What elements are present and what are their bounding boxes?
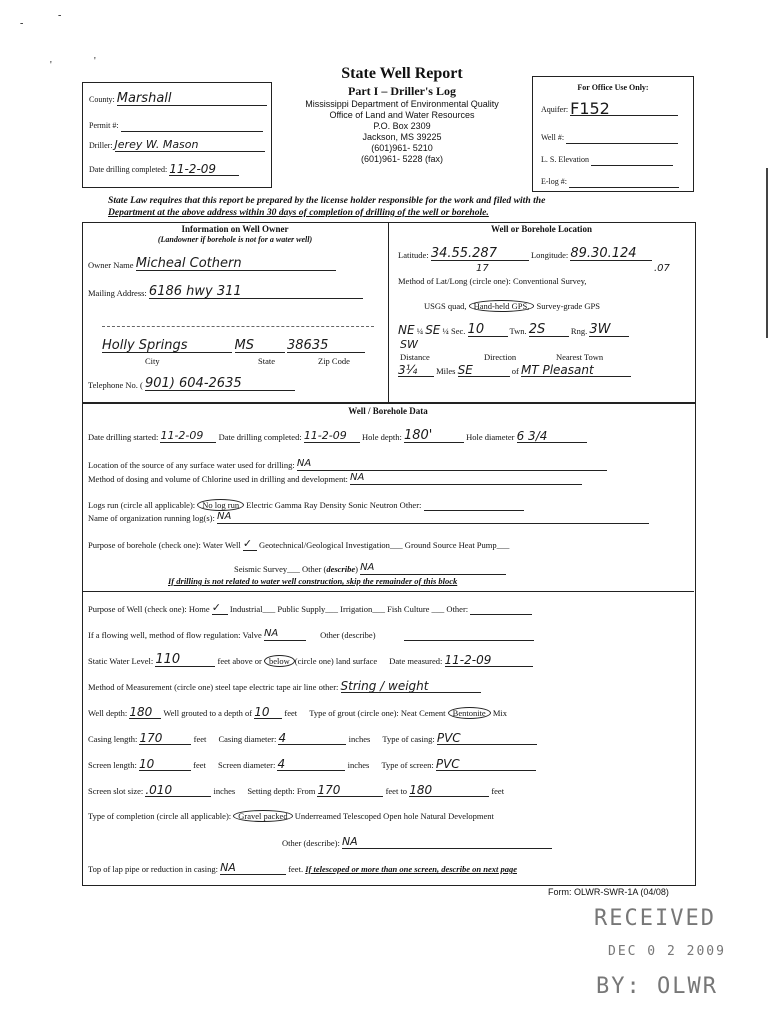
zip-value: 38635 (287, 340, 365, 353)
slot-size-value: .010 (145, 784, 211, 797)
setting-depth-label: Setting depth: From (247, 786, 316, 796)
logs-other-field (424, 498, 524, 511)
report-subtitle: Part I – Driller's Log (348, 84, 456, 98)
completed-label: Date drilling completed: (218, 432, 302, 442)
nearest-town-label: Nearest Town (556, 352, 604, 362)
direction-value: SE (458, 364, 510, 377)
elog-field (569, 175, 679, 188)
setting-from-value: 170 (317, 784, 383, 797)
lap-pipe-note: If telescoped or more than one screen, describe on next page (305, 864, 517, 874)
report-title: State Well Report (341, 65, 463, 82)
township-label: Twn. (509, 326, 527, 336)
screen-length-label: Screen length: (88, 760, 137, 770)
lap-pipe-label: Top of lap pipe or reduction in casing: (88, 864, 218, 874)
method-usgs: USGS quad, (424, 301, 467, 311)
mix-option: Mix (492, 708, 508, 718)
county-info-box (82, 82, 272, 188)
longitude-extra: .07 (654, 263, 670, 274)
logs-label: Logs run (circle all applicable): (88, 500, 196, 510)
law-line: State Law requires that this report be prepared by the license holder responsible for the work and filed with the (108, 195, 546, 206)
hole-diameter-value: 6 3/4 (517, 430, 587, 443)
law-notice (108, 195, 708, 219)
owner-note: (Landowner if borehole is not for a water well) (157, 235, 313, 244)
location-title: Well or Borehole Location (491, 224, 592, 234)
grouted-feet: feet (284, 708, 298, 718)
mailing-address-value: 6186 hwy 311 (149, 286, 363, 299)
slot-inches: inches (213, 786, 236, 796)
started-label: Date drilling started: (88, 432, 159, 442)
county-label: County: (89, 95, 115, 104)
state-value: MS (235, 340, 285, 353)
borehole-title: Well / Borehole Data (348, 406, 428, 416)
casing-diameter-value: 4 (278, 732, 346, 745)
aquifer-value: F152 (570, 103, 678, 116)
received-by-stamp: BY: OLWR (596, 974, 718, 999)
seismic-value: NA (360, 562, 506, 575)
setting-to-value: 180 (409, 784, 489, 797)
flow-other-field (404, 628, 534, 641)
screen-length-feet: feet (193, 760, 206, 770)
casing-length-feet: feet (193, 734, 207, 744)
date-completed-value: 11-2-09 (169, 163, 239, 176)
describe-label: describe (326, 564, 356, 574)
latlong-method-label: Method of Lat/Long (circle one): Conventional Survey, (398, 276, 587, 286)
grouted-label: Well grouted to a depth of (163, 708, 253, 718)
latlong-methods (424, 301, 600, 311)
law-line: Department at the above address within 30 days of completion of drilling of the well or borehole. (108, 207, 489, 218)
latitude-label: Latitude: (398, 250, 429, 260)
feet-above-label: feet above or (217, 656, 262, 666)
completed-value: 11-2-09 (304, 430, 360, 443)
method-survey-gps: Survey-grade GPS (536, 301, 601, 311)
city-label: City (145, 356, 160, 366)
driller-label: Driller: (89, 141, 113, 150)
measure-method-label: Method of Measurement (circle one) steel tape electric tape air line other: (88, 682, 339, 692)
completion-options: Underreamed Telescoped Open hole Natural Development (294, 811, 494, 821)
casing-type-value: PVC (437, 732, 537, 745)
grouted-value: 10 (254, 706, 282, 719)
other-describe-value: NA (342, 836, 552, 849)
quarter-label: ¼ (416, 326, 426, 336)
telephone-label: Telephone No. ( (88, 380, 143, 390)
address-line (102, 326, 374, 327)
office-use-box (532, 76, 694, 192)
miles-label: Miles (436, 366, 456, 376)
completion-label: Type of completion (circle all applicable): (88, 811, 232, 821)
nearest-town-value: MT Pleasant (521, 364, 631, 377)
screen-type-value: PVC (436, 758, 536, 771)
well-depth-value: 180 (129, 706, 161, 719)
method-handheld-gps: Hand-held GPS, (469, 300, 535, 312)
stray-mark: - (20, 18, 24, 29)
below-option: below (264, 655, 295, 667)
bentonite-option: Bentonite (448, 707, 491, 719)
distance-value: 3¼ (398, 364, 434, 377)
elog-label: E-log #: (541, 177, 567, 186)
driller-value: Jerey W. Mason (115, 139, 265, 152)
quarter-2: SE (425, 323, 441, 337)
casing-length-label: Casing length: (88, 734, 138, 744)
received-stamp: RECEIVED (594, 906, 716, 931)
elevation-label: L. S. Elevation (541, 155, 589, 164)
scan-edge-mark (766, 168, 768, 338)
water-well-check: ✓ (243, 538, 257, 551)
date-measured-label: Date measured: (389, 656, 443, 666)
casing-type-label: Type of casing: (382, 734, 435, 744)
owner-section-head (82, 224, 388, 245)
dosing-value: NA (350, 472, 582, 485)
setting-to-label: feet to (385, 786, 408, 796)
screen-type-label: Type of screen: (381, 760, 434, 770)
form-id: Form: OLWR-SWR-1A (04/08) (548, 887, 669, 897)
land-surface-label: (circle one) land surface (294, 656, 378, 666)
header-line: (601)961- 5210 (371, 143, 433, 153)
org-label: Name of organization running log(s): (88, 513, 215, 523)
well-number-field (566, 131, 678, 144)
section-value: 10 (468, 324, 508, 337)
other-describe-label: Other (describe): (282, 838, 340, 848)
header-line: Jackson, MS 39225 (362, 132, 442, 142)
header-line: Office of Land and Water Resources (329, 110, 475, 120)
stray-mark: ' (50, 60, 52, 71)
header-line: (601)961- 5228 (fax) (360, 154, 444, 164)
township-value: 2S (529, 324, 569, 337)
grout-type-label: Type of grout (circle one): Neat Cement (309, 708, 446, 718)
home-check: ✓ (212, 602, 228, 615)
no-log-run-option: No log run (197, 499, 244, 511)
static-level-value: 110 (155, 654, 215, 667)
source-label: Location of the source of any surface water used for drilling: (88, 460, 295, 470)
received-date-stamp: DEC 0 2 2009 (608, 944, 726, 959)
of-label: of (511, 366, 519, 376)
latitude-value: 34.55.287 (431, 248, 529, 261)
setting-feet: feet (491, 786, 505, 796)
date-measured-value: 11-2-09 (445, 654, 533, 667)
slot-size-label: Screen slot size: (88, 786, 144, 796)
screen-inches: inches (347, 760, 370, 770)
direction-label: Direction (484, 352, 517, 362)
mailing-address-label: Mailing Address: (88, 288, 147, 298)
screen-length-value: 10 (139, 758, 191, 771)
casing-length-value: 170 (139, 732, 191, 745)
borehole-purpose-rest: Geotechnical/Geological Investigation___ Ground Source Heat Pump___ (258, 540, 510, 550)
zip-label: Zip Code (318, 356, 350, 366)
lap-pipe-value: NA (220, 862, 286, 875)
permit-label: Permit #: (89, 121, 119, 130)
measure-method-value: String / weight (341, 680, 481, 693)
casing-diameter-label: Casing diameter: (218, 734, 277, 744)
screen-diameter-value: 4 (277, 758, 345, 771)
purpose-other-field (470, 602, 532, 615)
county-value: Marshall (117, 93, 267, 106)
hole-depth-label: Hole depth: (361, 432, 402, 442)
casing-inches: inches (348, 734, 371, 744)
aquifer-label: Aquifer: (541, 105, 569, 114)
telephone-value: 901) 604-2635 (145, 378, 295, 391)
hole-diameter-label: Hole diameter (466, 432, 515, 442)
elevation-field (591, 153, 673, 166)
stray-mark: - (58, 10, 62, 21)
well-depth-label: Well depth: (88, 708, 128, 718)
latitude-extra: 17 (476, 263, 489, 274)
screen-diameter-label: Screen diameter: (217, 760, 276, 770)
gravel-packed-option: Gravel packed (233, 810, 292, 822)
static-level-label: Static Water Level: (88, 656, 154, 666)
flow-label: If a flowing well, method of flow regulation: Valve (88, 630, 262, 640)
divider (82, 591, 694, 592)
owner-title: Information on Well Owner (181, 224, 289, 234)
distance-label: Distance (400, 352, 430, 362)
dosing-label: Method of dosing and volume of Chlorine used in drilling and development: (88, 474, 348, 484)
logs-options: Electric Gamma Ray Density Sonic Neutron Other: (246, 500, 422, 510)
header-line: P.O. Box 2309 (373, 121, 431, 131)
permit-field (121, 119, 263, 132)
seismic-label: Seismic Survey___ Other ( (234, 564, 327, 574)
office-use-title: For Office Use Only: (577, 83, 649, 92)
quarter-3: SW (400, 338, 418, 351)
well-number-label: Well #: (541, 133, 565, 142)
flow-other-label: Other (describe) (320, 630, 376, 640)
longitude-value: 89.30.124 (570, 248, 652, 261)
skip-note: If drilling is not related to water well construction, skip the remainder of this block (168, 576, 458, 586)
range-label: Rng. (570, 326, 588, 336)
borehole-purpose-label: Purpose of borehole (check one): Water Well (88, 540, 241, 550)
flow-value: NA (264, 628, 306, 641)
stray-mark: ' (94, 56, 96, 67)
longitude-label: Longitude: (530, 250, 569, 260)
quarter-1: NE (398, 323, 415, 337)
lap-pipe-feet: feet (288, 864, 301, 874)
header-line: Mississippi Department of Environmental Quality (305, 99, 499, 109)
well-purpose-label: Purpose of Well (check one): Home (88, 604, 210, 614)
section-label: ¼ Sec. (442, 326, 466, 336)
owner-name-value: Micheal Cothern (136, 258, 336, 271)
started-value: 11-2-09 (160, 430, 216, 443)
state-label: State (258, 356, 275, 366)
report-header (282, 64, 522, 165)
divider (388, 222, 389, 402)
source-value: NA (297, 458, 607, 471)
hole-depth-value: 180' (404, 430, 464, 443)
well-purpose-rest: Industrial___ Public Supply___ Irrigation___ Fish Culture ___ Other: (229, 604, 469, 614)
org-value: NA (217, 511, 649, 524)
city-value: Holly Springs (102, 340, 232, 353)
date-completed-label: Date drilling completed: (89, 165, 168, 174)
range-value: 3W (589, 324, 629, 337)
owner-name-label: Owner Name (88, 260, 134, 270)
